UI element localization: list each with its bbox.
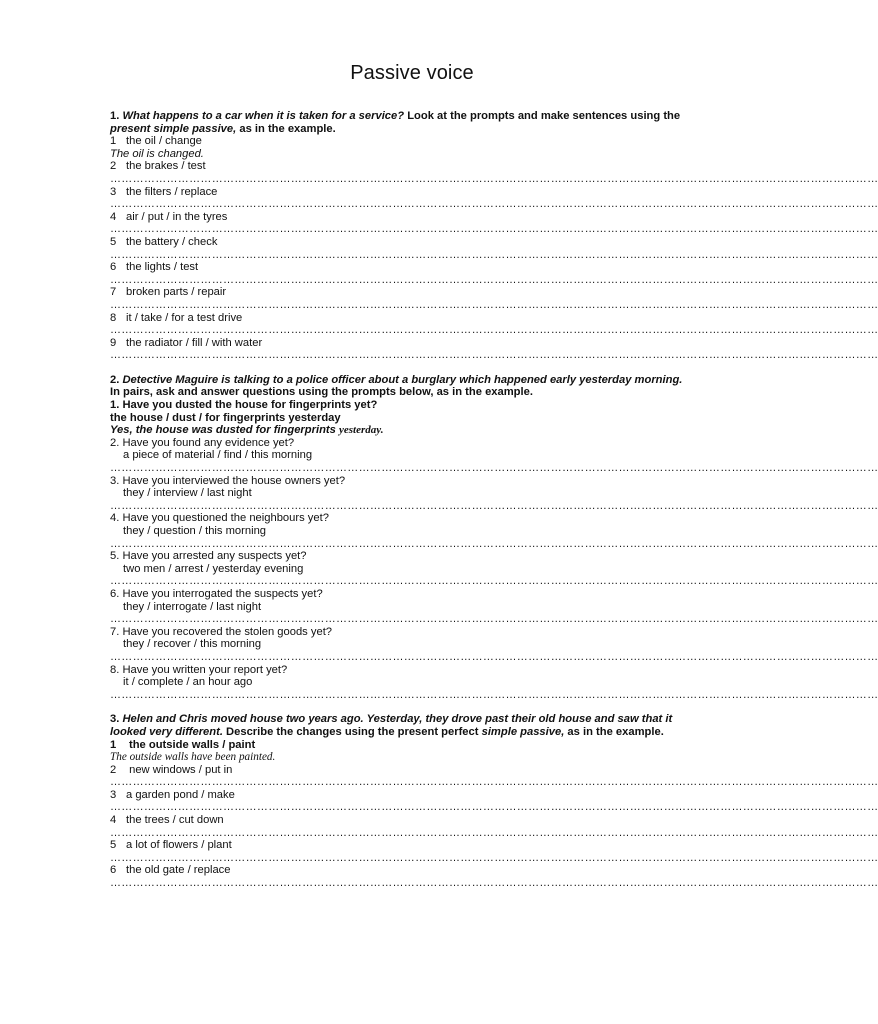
- exercise-item: [110, 211, 708, 224]
- item-number: 6: [110, 864, 117, 877]
- prompt-text: they / interrogate / last night: [123, 600, 262, 613]
- example-answer-text: Yes, the house was dusted for fingerprints: [110, 424, 339, 437]
- answer-line: ……………………………………………………………………………………………………………………………………………………………………………………: [110, 172, 878, 185]
- question-text: 4. Have you questioned the neighbours yet?: [110, 512, 329, 525]
- answer-line: ……………………………………………………………………………………………………………………………………………………………………………………: [110, 851, 878, 864]
- question-text: 8. Have you written your report yet?: [110, 663, 288, 676]
- question-text: 2. Have you found any evidence yet?: [110, 436, 295, 449]
- exercise-item: [110, 160, 708, 173]
- prompt-text: the trees / cut down: [126, 814, 224, 827]
- section-3-scenario: Helen and Chris moved house two years ago. Yesterday, they drove past their old house and saw that it: [122, 713, 673, 726]
- item-number: 3: [110, 788, 117, 801]
- exercise-item: [110, 186, 708, 199]
- exercise-item: [110, 261, 708, 274]
- exercise-item: [110, 312, 708, 325]
- item-number: 8: [110, 311, 117, 324]
- section-3-scenario-end: looked very different.: [110, 725, 223, 738]
- section-2-instruction-line2: In pairs, ask and answer questions using the prompts below, as in the example.: [110, 386, 533, 399]
- prompt-text: the battery / check: [126, 235, 218, 248]
- exercise-item: [110, 236, 708, 249]
- prompt-text: the oil / change: [126, 135, 202, 148]
- section-2-example-prompt: the house / dust / for fingerprints yesterday: [110, 411, 341, 424]
- item-number: 9: [110, 336, 117, 349]
- prompt-text: a lot of flowers / plant: [126, 839, 232, 852]
- section-3-tense: simple passive,: [481, 725, 565, 738]
- section-1-tense: present simple passive,: [110, 122, 237, 135]
- section-3-example-prompt: [110, 739, 708, 752]
- section-3-instruction-tail: as in the example.: [564, 725, 664, 738]
- exercise-item: [110, 814, 708, 827]
- section-2-example-answer: [110, 424, 708, 437]
- question-text: 5. Have you arrested any suspects yet?: [110, 550, 307, 563]
- item-number: 5: [110, 839, 117, 852]
- section-2-items: [110, 436, 878, 701]
- section-3: [110, 713, 878, 890]
- section-1: [110, 110, 878, 362]
- item-number: 2: [110, 763, 117, 776]
- section-1-instruction-text: Look at the prompts and make sentences using the: [404, 110, 681, 122]
- answer-line: ……………………………………………………………………………………………………………………………………………………………………………………: [110, 248, 878, 261]
- answer-line: ……………………………………………………………………………………………………………………………………………………………………………………: [110, 462, 878, 475]
- answer-line: ……………………………………………………………………………………………………………………………………………………………………………………: [110, 650, 878, 663]
- section-3-instruction-text: Describe the changes using the present perfect: [222, 725, 482, 738]
- answer-line: ……………………………………………………………………………………………………………………………………………………………………………………: [110, 537, 878, 550]
- section-2-instruction: [110, 374, 708, 387]
- answer-line: ……………………………………………………………………………………………………………………………………………………………………………………: [110, 826, 878, 839]
- exercise-item: [110, 286, 708, 299]
- item-number: 6: [110, 261, 117, 274]
- item-number: 1: [110, 135, 117, 148]
- section-1-example-prompt: [110, 135, 708, 148]
- answer-line: ……………………………………………………………………………………………………………………………………………………………………………………: [110, 776, 878, 789]
- prompt-text: the lights / test: [126, 261, 199, 274]
- section-2-scenario: Detective Maguire is talking to a police officer about a burglary which happened early yesterday morning.: [122, 373, 683, 386]
- answer-line: ……………………………………………………………………………………………………………………………………………………………………………………: [110, 273, 878, 286]
- prompt-text: two men / arrest / yesterday evening: [123, 562, 304, 575]
- item-number: 5: [110, 235, 117, 248]
- section-1-instruction-line2: [110, 123, 708, 136]
- section-2: [110, 373, 878, 701]
- prompt-text: air / put / in the tyres: [126, 210, 228, 223]
- answer-line: ……………………………………………………………………………………………………………………………………………………………………………………: [110, 688, 878, 701]
- section-1-items: [110, 160, 878, 362]
- prompt-text: it / take / for a test drive: [126, 311, 243, 324]
- section-3-items: [110, 763, 878, 890]
- exercise-item: [110, 337, 708, 350]
- prompt-text: they / recover / this morning: [123, 638, 262, 651]
- exercise-item: [110, 789, 708, 802]
- item-number: 7: [110, 286, 117, 299]
- section-3-instruction-line2: [110, 726, 708, 739]
- prompt-text: the filters / replace: [126, 185, 218, 198]
- section-2-example-question: 1. Have you dusted the house for fingerprints yet?: [110, 399, 378, 412]
- prompt-text: they / interview / last night: [123, 487, 252, 500]
- item-number: 4: [110, 814, 117, 827]
- question-text: 3. Have you interviewed the house owners yet?: [110, 474, 346, 487]
- prompt-text: a piece of material / find / this morning: [123, 449, 313, 462]
- exercise-item: [110, 839, 708, 852]
- answer-line: ……………………………………………………………………………………………………………………………………………………………………………………: [110, 801, 878, 814]
- item-number: 4: [110, 210, 117, 223]
- item-number: 1: [110, 738, 117, 751]
- prompt-text: new windows / put in: [126, 763, 233, 776]
- answer-line: ……………………………………………………………………………………………………………………………………………………………………………………: [110, 575, 878, 588]
- section-1-number: 1.: [110, 110, 120, 122]
- prompt-text: the old gate / replace: [126, 864, 231, 877]
- answer-line: ……………………………………………………………………………………………………………………………………………………………………………………: [110, 613, 878, 626]
- prompt-text: the brakes / test: [126, 160, 206, 173]
- item-number: 2: [110, 160, 117, 173]
- page-title: Passive voice: [350, 62, 474, 84]
- prompt-text: the outside walls / paint: [129, 738, 256, 751]
- question-text: 7. Have you recovered the stolen goods yet?: [110, 625, 333, 638]
- section-2-number: 2.: [110, 373, 120, 386]
- example-answer-tail: yesterday.: [338, 424, 384, 437]
- answer-line: ……………………………………………………………………………………………………………………………………………………………………………………: [110, 223, 878, 236]
- prompt-text: broken parts / repair: [126, 286, 227, 299]
- answer-line: ……………………………………………………………………………………………………………………………………………………………………………………: [110, 324, 878, 337]
- answer-line: ……………………………………………………………………………………………………………………………………………………………………………………: [110, 198, 878, 211]
- section-1-example-answer: The oil is changed.: [110, 147, 204, 160]
- exercise-item: [110, 864, 708, 877]
- prompt-text: the radiator / fill / with water: [126, 336, 263, 349]
- answer-line: ……………………………………………………………………………………………………………………………………………………………………………………: [110, 877, 878, 890]
- answer-line: ……………………………………………………………………………………………………………………………………………………………………………………: [110, 298, 878, 311]
- prompt-text: it / complete / an hour ago: [123, 676, 253, 689]
- answer-line: ……………………………………………………………………………………………………………………………………………………………………………………: [110, 499, 878, 512]
- section-3-example-answer: The outside walls have been painted.: [110, 751, 276, 764]
- section-1-instruction: [110, 110, 708, 123]
- worksheet-page: [110, 62, 878, 890]
- section-3-instruction: [110, 713, 708, 726]
- section-1-instruction-tail: as in the example.: [236, 122, 336, 135]
- answer-line: ……………………………………………………………………………………………………………………………………………………………………………………: [110, 349, 878, 362]
- prompt-text: they / question / this morning: [123, 525, 267, 537]
- section-1-question: What happens to a car when it is taken for a service?: [122, 110, 405, 122]
- section-3-number: 3.: [110, 713, 120, 726]
- prompt-text: a garden pond / make: [126, 788, 235, 801]
- item-number: 3: [110, 185, 117, 198]
- exercise-item: [110, 764, 708, 777]
- question-text: 6. Have you interrogated the suspects yet?: [110, 587, 323, 600]
